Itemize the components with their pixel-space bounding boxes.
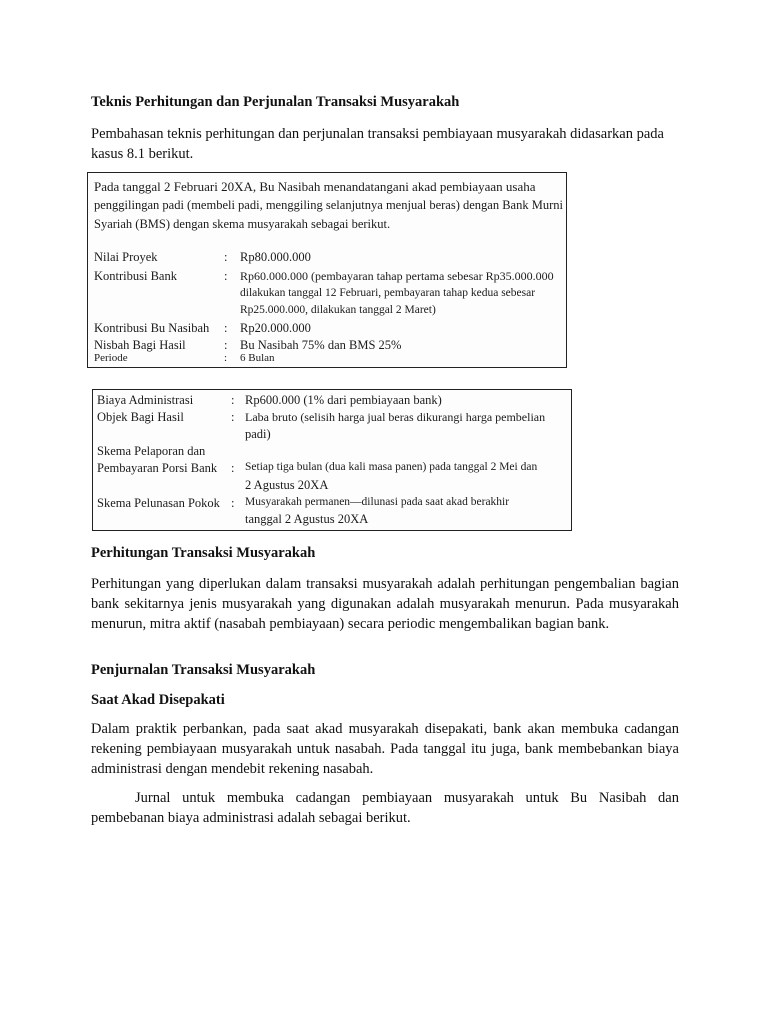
intro-paragraph: Pembahasan teknis perhitungan dan perjunalan transaksi pembiayaan musyarakah didasarkan pada kasus 8.1 berikut. <box>91 126 664 162</box>
row-label: Skema Pelaporan dan <box>97 444 206 458</box>
row-value: Musyarakah permanen—dilunasi pada saat akad berakhir <box>245 496 510 508</box>
row-label: Nilai Proyek <box>94 250 158 264</box>
row-value: Rp80.000.000 <box>240 250 311 264</box>
case-intro-line: penggilingan padi (membeli padi, menggiling selanjutnya menjual beras) dengan Bank Murni <box>94 198 563 212</box>
row-label: Kontribusi Bu Nasibah <box>94 321 210 335</box>
calc-paragraph: Perhitungan yang diperlukan dalam transaksi musyarakah adalah perhitungan pengembalian bagian bank sekitarnya jenis musyarakah yang digunakan adalah musyarakah menurun. Pada musyarakah menurun, mitra aktif (nasabah pembiayaan) secara periodic mengembalikan bagian bank. <box>91 576 679 632</box>
colon: : <box>231 496 235 510</box>
case-intro-line: Pada tanggal 2 Februari 20XA, Bu Nasibah menandatangani akad pembiayaan usaha <box>94 179 536 194</box>
row-label: Pembayaran Porsi Bank <box>97 461 218 475</box>
case-intro-line: Syariah (BMS) dengan skema musyarakah sebagai berikut. <box>94 217 391 231</box>
row-label: Nisbah Bagi Hasil <box>94 338 186 352</box>
colon: : <box>231 393 235 407</box>
row-label: Kontribusi Bank <box>94 269 177 283</box>
colon: : <box>224 352 228 364</box>
colon: : <box>224 269 228 283</box>
row-label: Skema Pelunasan Pokok <box>97 496 220 510</box>
row-value: 6 Bulan <box>240 352 275 364</box>
akad-heading: Saat Akad Disepakati <box>91 692 225 708</box>
row-value: Bu Nasibah 75% dan BMS 25% <box>240 338 402 352</box>
row-value: tanggal 2 Agustus 20XA <box>245 512 369 526</box>
row-value: Rp25.000.000, dilakukan tanggal 2 Maret) <box>240 304 436 316</box>
colon: : <box>231 410 235 424</box>
row-value: Setiap tiga bulan (dua kali masa panen) pada tanggal 2 Mei dan <box>245 461 538 473</box>
row-value: padi) <box>245 427 271 441</box>
row-value: Rp600.000 (1% dari pembiayaan bank) <box>245 393 442 407</box>
case-box <box>87 172 567 368</box>
colon: : <box>224 321 228 335</box>
terms-box <box>92 389 572 531</box>
row-label: Periode <box>94 352 128 364</box>
row-value: 2 Agustus 20XA <box>245 478 329 492</box>
row-value: Rp60.000.000 (pembayaran tahap pertama sebesar Rp35.000.000 <box>240 269 554 283</box>
row-value: Rp20.000.000 <box>240 321 311 335</box>
calc-heading: Perhitungan Transaksi Musyarakah <box>91 545 316 561</box>
row-value: Laba bruto (selisih harga jual beras dikurangi harga pembelian <box>245 410 546 424</box>
colon: : <box>224 338 228 352</box>
row-label: Objek Bagi Hasil <box>97 410 184 424</box>
journal-heading: Penjurnalan Transaksi Musyarakah <box>91 662 316 678</box>
colon: : <box>231 461 235 475</box>
row-label: Biaya Administrasi <box>97 393 194 407</box>
journal-text: Jurnal untuk membuka cadangan pembiayaan musyarakah untuk Bu Nasibah dan pembebanan biaya administrasi adalah sebagai berikut. <box>91 790 679 826</box>
akad-paragraph: Dalam praktik perbankan, pada saat akad musyarakah disepakati, bank akan membuka cadangan rekening pembiayaan musyarakah untuk nasabah. Pada tanggal itu juga, bank membebankan biaya administrasi dengan mendebit rekening nasabah. <box>91 721 679 777</box>
row-value: dilakukan tanggal 12 Februari, pembayaran tahap kedua sebesar <box>240 287 536 299</box>
main-heading: Teknis Perhitungan dan Perjunalan Transaksi Musyarakah <box>91 94 460 110</box>
journal-paragraph <box>91 788 679 828</box>
colon: : <box>224 250 228 264</box>
